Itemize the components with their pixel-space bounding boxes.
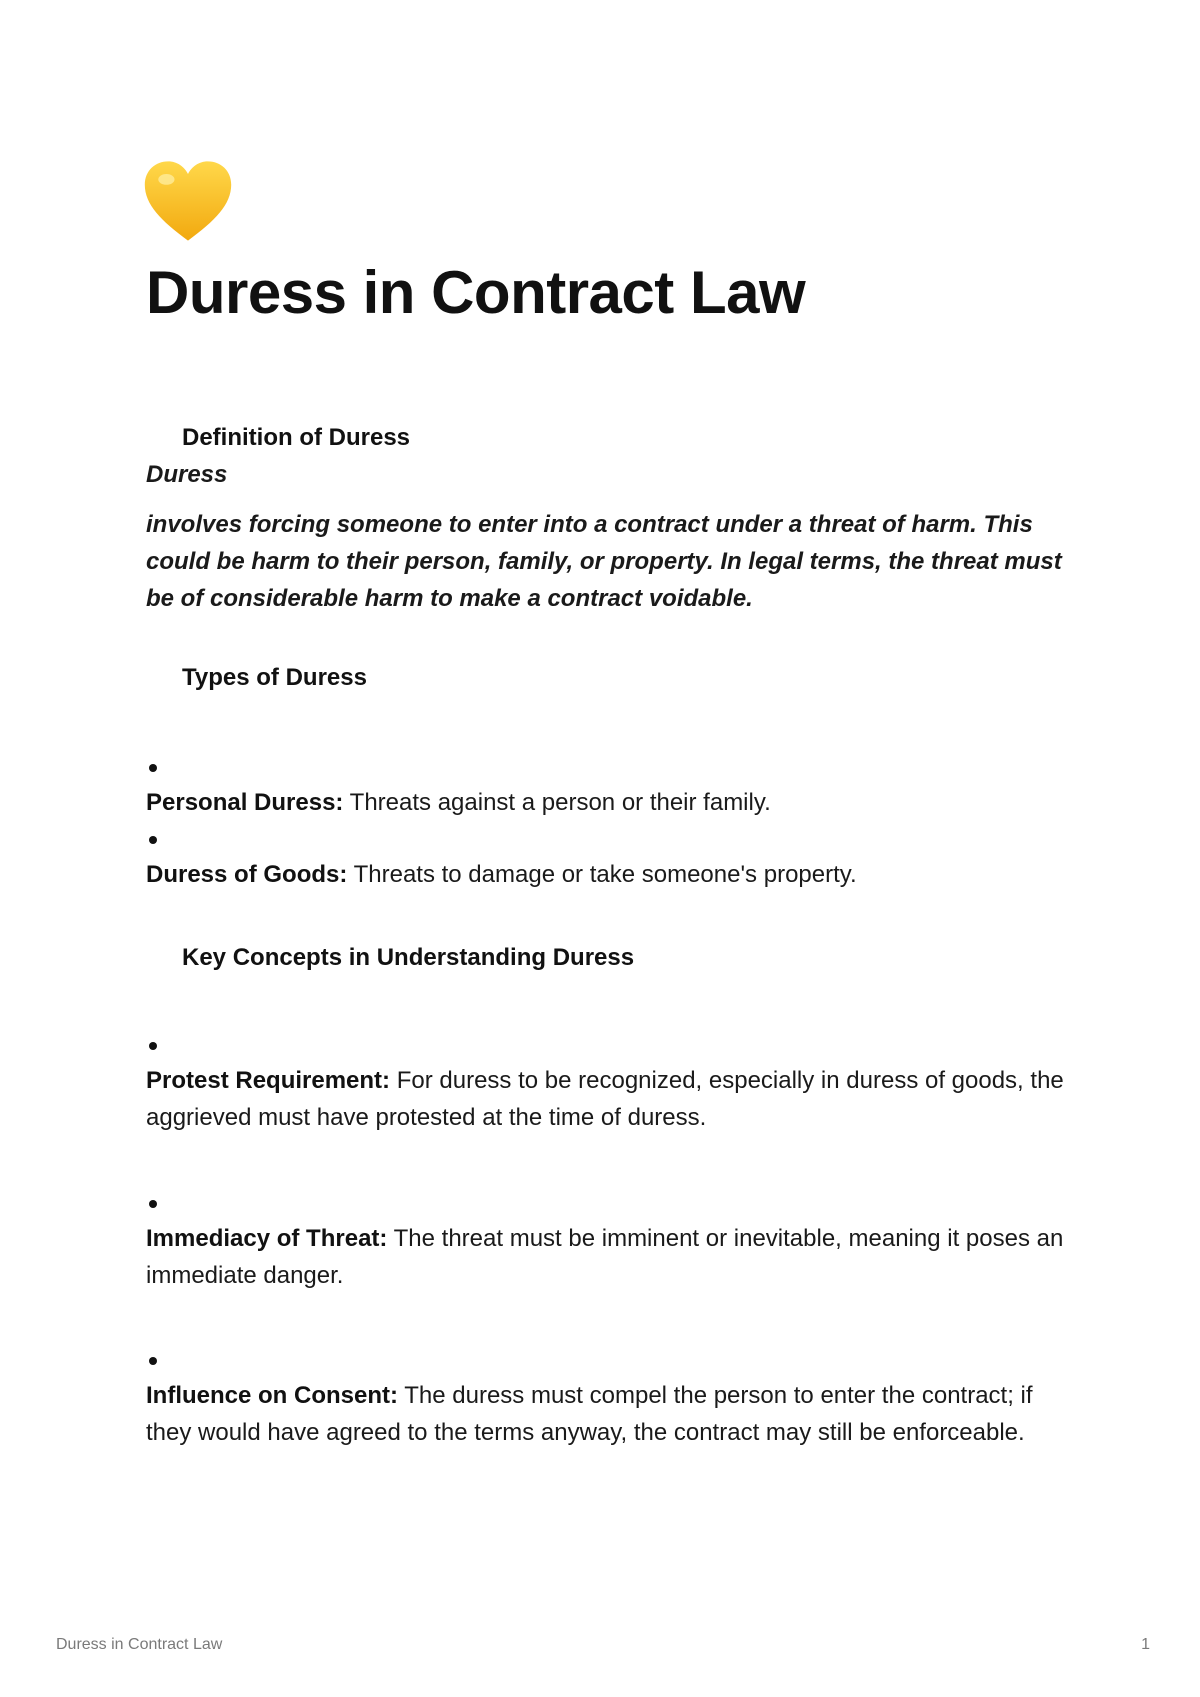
list-item-immediacy-of-threat [146,1220,1066,1294]
item-text: For duress to be recognized, especially in duress of goods, the aggrieved must have protested at the time of duress. [146,1067,1064,1131]
definition-term: Duress [146,461,228,488]
item-label: Duress of Goods: [146,861,348,888]
list-item-protest-requirement [146,1062,1066,1136]
list-item-duress-of-goods [146,856,1066,893]
item-text: Threats against a person or their family. [343,789,771,816]
yellow-heart-icon [143,158,233,244]
definition-body: involves forcing someone to enter into a contract under a threat of harm. This could be harm to their person, family, or property. In legal terms, the threat must be of considerable harm to make a contract voidable. [146,511,1062,612]
item-label: Personal Duress: [146,789,344,816]
item-label: Influence on Consent: [146,1382,398,1409]
page-number: 1 [1141,1636,1150,1653]
bullet-icon [149,1200,157,1208]
types-heading: Types of Duress [182,664,367,691]
footer-title: Duress in Contract Law [56,1636,223,1653]
item-text: The duress must compel the person to enter the contract; if they would have agreed to the terms anyway, the contract may still be enforceable. [146,1382,1033,1446]
item-text: Threats to damage or take someone's property. [347,861,857,888]
bullet-icon [149,1357,157,1365]
item-text: The threat must be imminent or inevitable, meaning it poses an immediate danger. [146,1225,1064,1289]
definition-heading: Definition of Duress [182,424,411,451]
item-label: Protest Requirement: [146,1067,391,1094]
bullet-icon [149,1042,157,1050]
concepts-heading: Key Concepts in Understanding Duress [182,944,635,971]
list-item-personal-duress [146,784,1066,821]
item-label: Immediacy of Threat: [146,1225,388,1252]
list-item-influence-on-consent [146,1377,1066,1451]
bullet-icon [149,836,157,844]
document-title: Duress in Contract Law [146,259,806,326]
bullet-icon [149,764,157,772]
